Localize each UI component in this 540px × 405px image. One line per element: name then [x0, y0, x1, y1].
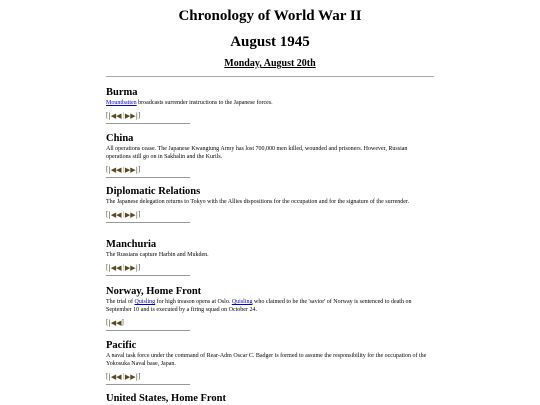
section-text: The Russians capture Harbin and Mukden.	[106, 252, 209, 258]
nav-bar: [ |◀◀ | ▶▶| ]	[106, 165, 141, 174]
fast-forward-icon[interactable]: ▶▶|	[124, 372, 138, 381]
nav-bar: [ |◀◀ | ▶▶| ]	[106, 111, 141, 120]
nav-bar: [ |◀◀ | ▶▶| ]	[106, 372, 141, 381]
section-heading: Diplomatic Relations	[106, 186, 201, 197]
section-divider	[106, 177, 190, 178]
section-text: All operations cease. The Japanese Kwangtung Army has lost 700,000 men killed, wounded and prisoners. However, Russian operations still go on in Sakhalin and the Kurils.	[106, 146, 408, 160]
section-norway-home-front	[106, 286, 428, 331]
section-heading: United States, Home Front	[106, 393, 226, 404]
section-manchuria	[106, 239, 428, 276]
page-title: Chronology of World War II	[178, 8, 362, 24]
section-divider	[106, 384, 190, 385]
rewind-icon[interactable]: |◀◀	[108, 318, 122, 327]
page-date: Monday, August 20th	[224, 58, 316, 69]
rewind-icon[interactable]: |◀◀	[108, 165, 122, 174]
section-heading: Burma	[106, 87, 138, 98]
link-mountbatten[interactable]: Mountbatten	[106, 100, 137, 106]
section-divider	[106, 123, 190, 124]
link-quisling[interactable]: Quisling	[134, 299, 156, 305]
section-text: Mountbatten broadcasts surrender instructions to the Japanese forces.	[106, 100, 273, 106]
section-divider	[106, 222, 190, 223]
section-heading: China	[106, 133, 134, 144]
rewind-icon[interactable]: |◀◀	[108, 372, 122, 381]
nav-bar: [ |◀◀ | ▶▶| ]	[106, 210, 141, 219]
section-heading: Pacific	[106, 340, 137, 351]
page-month: August 1945	[230, 34, 310, 50]
section-united-states-home-front	[106, 393, 428, 405]
section-heading: Manchuria	[106, 239, 157, 250]
rewind-icon[interactable]: |◀◀	[108, 210, 122, 219]
fast-forward-icon[interactable]: ▶▶|	[124, 210, 138, 219]
section-divider	[106, 330, 190, 331]
section-divider	[106, 275, 190, 276]
section-text: The trial of Quisling for high treason opens at Oslo. Quisling who claimed to be the 'savior' of Norway is sentenced to death on September 10 and is executed by a firing squad on October 24.	[106, 299, 412, 313]
section-china	[106, 133, 428, 178]
section-pacific	[106, 340, 428, 385]
fast-forward-icon[interactable]: ▶▶|	[124, 165, 138, 174]
nav-bar: [ |◀◀ ]	[106, 318, 124, 327]
section-burma	[106, 87, 428, 124]
fast-forward-icon[interactable]: ▶▶|	[124, 111, 138, 120]
link-quisling[interactable]: Quisling	[231, 299, 253, 305]
section-diplomatic-relations	[106, 186, 428, 223]
header-divider	[106, 76, 434, 77]
fast-forward-icon[interactable]: ▶▶|	[124, 263, 138, 272]
nav-bar: [ |◀◀ | ▶▶| ]	[106, 263, 141, 272]
section-text: A naval task force under the command of Rear-Adm Oscar C. Badger is formed to assume the responsibility for the occupation of the Yokosuka Naval base, Japan.	[106, 353, 427, 367]
section-heading: Norway, Home Front	[106, 286, 202, 297]
rewind-icon[interactable]: |◀◀	[108, 263, 122, 272]
section-text: The Japanese delegation returns to Tokyo with the Allies dispositions for the occupation and for the signature of the surrender.	[106, 199, 410, 205]
rewind-icon[interactable]: |◀◀	[108, 111, 122, 120]
